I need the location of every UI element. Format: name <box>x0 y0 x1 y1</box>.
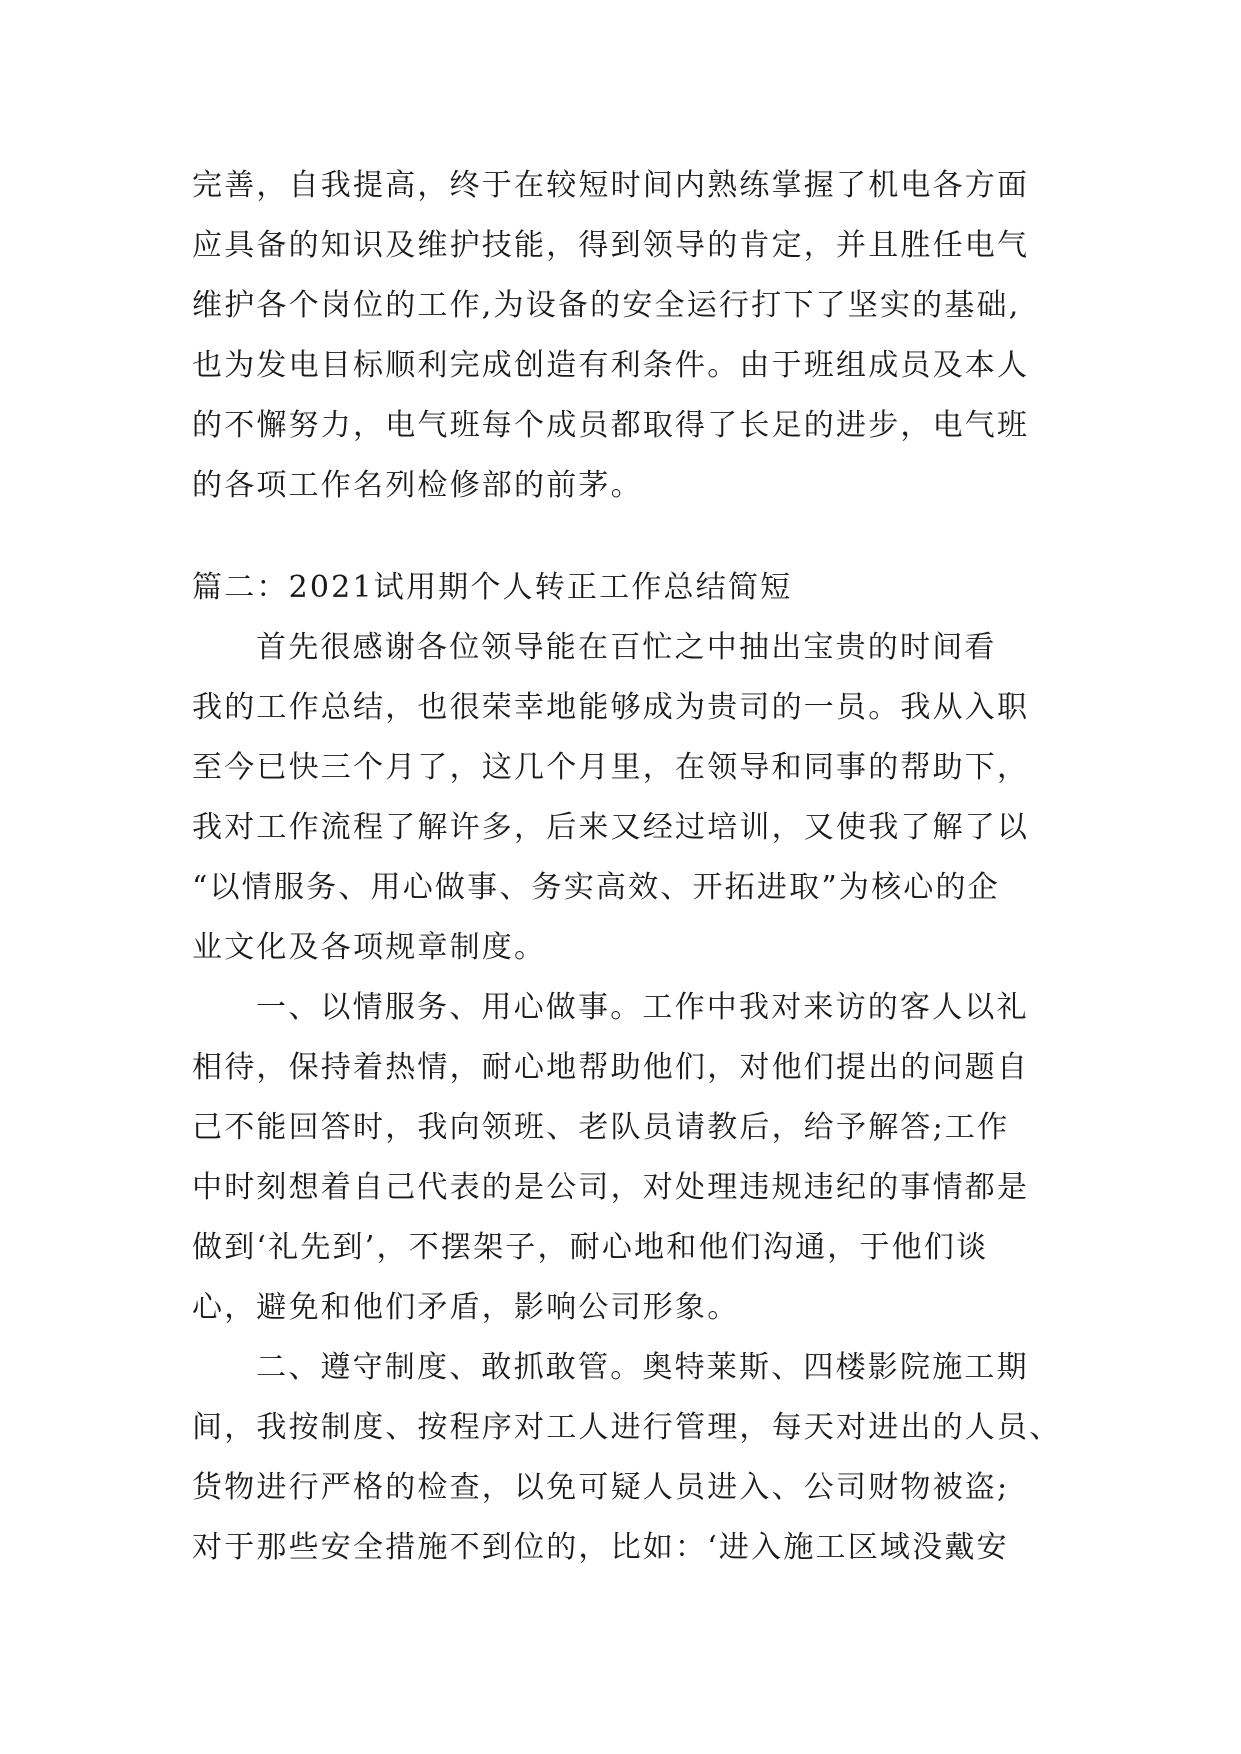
paragraph-line: 应具备的知识及维护技能，得到领导的肯定，并且胜任电气 <box>192 228 1030 263</box>
paragraph-line: 对于那些安全措施不到位的，比如：‘进入施工区域没戴安 <box>192 1530 1009 1565</box>
paragraph-line: 首先很感谢各位领导能在百忙之中抽出宝贵的时间看 <box>256 630 997 665</box>
section-heading: 篇二：2021试用期个人转正工作总结简短 <box>192 570 793 605</box>
paragraph-line: 二、遵守制度、敢抓敢管。奥特莱斯、四楼影院施工期 <box>256 1350 1029 1385</box>
paragraph-line: 业文化及各项规章制度。 <box>192 930 547 965</box>
paragraph-line: 心，避免和他们矛盾，影响公司形象。 <box>192 1290 740 1325</box>
point-2-paragraph <box>192 1338 1072 1578</box>
paragraph-line: “以情服务、用心做事、务实高效、开拓进取”为核心的企 <box>192 870 1000 905</box>
section-1-paragraph <box>192 156 1072 516</box>
paragraph-line: 做到‘礼先到’，不摆架子，耐心地和他们沟通，于他们谈 <box>192 1230 989 1265</box>
paragraph-line: 也为发电目标顺利完成创造有利条件。由于班组成员及本人 <box>192 348 1030 383</box>
paragraph-line: 的各项工作名列检修部的前茅。 <box>192 468 643 503</box>
paragraph-line: 中时刻想着自己代表的是公司，对处理违规违纪的事情都是 <box>192 1170 1030 1205</box>
paragraph-line: 的不懈努力，电气班每个成员都取得了长足的进步，电气班 <box>192 408 1030 443</box>
paragraph-line: 一、以情服务、用心做事。工作中我对来访的客人以礼 <box>256 990 1029 1025</box>
paragraph-line: 我对工作流程了解许多，后来又经过培训，又使我了解了以 <box>192 810 1030 845</box>
paragraph-line: 己不能回答时，我向领班、老队员请教后，给予解答;工作 <box>192 1110 1010 1145</box>
paragraph-line: 完善，自我提高，终于在较短时间内熟练掌握了机电各方面 <box>192 168 1030 203</box>
intro-paragraph <box>192 618 1072 978</box>
paragraph-line: 维护各个岗位的工作,为设备的安全运行打下了坚实的基础, <box>192 288 1021 323</box>
point-1-paragraph <box>192 978 1072 1338</box>
section-2 <box>192 558 1072 1578</box>
paragraph-line: 间，我按制度、按程序对工人进行管理，每天对进出的人员、 <box>192 1410 1062 1445</box>
paragraph-line: 货物进行严格的检查，以免可疑人员进入、公司财物被盗; <box>192 1470 1010 1505</box>
paragraph-line: 相待，保持着热情，耐心地帮助他们，对他们提出的问题自 <box>192 1050 1030 1085</box>
paragraph-line: 我的工作总结，也很荣幸地能够成为贵司的一员。我从入职 <box>192 690 1030 725</box>
paragraph-line: 至今已快三个月了，这几个月里，在领导和同事的帮助下， <box>192 750 1030 785</box>
